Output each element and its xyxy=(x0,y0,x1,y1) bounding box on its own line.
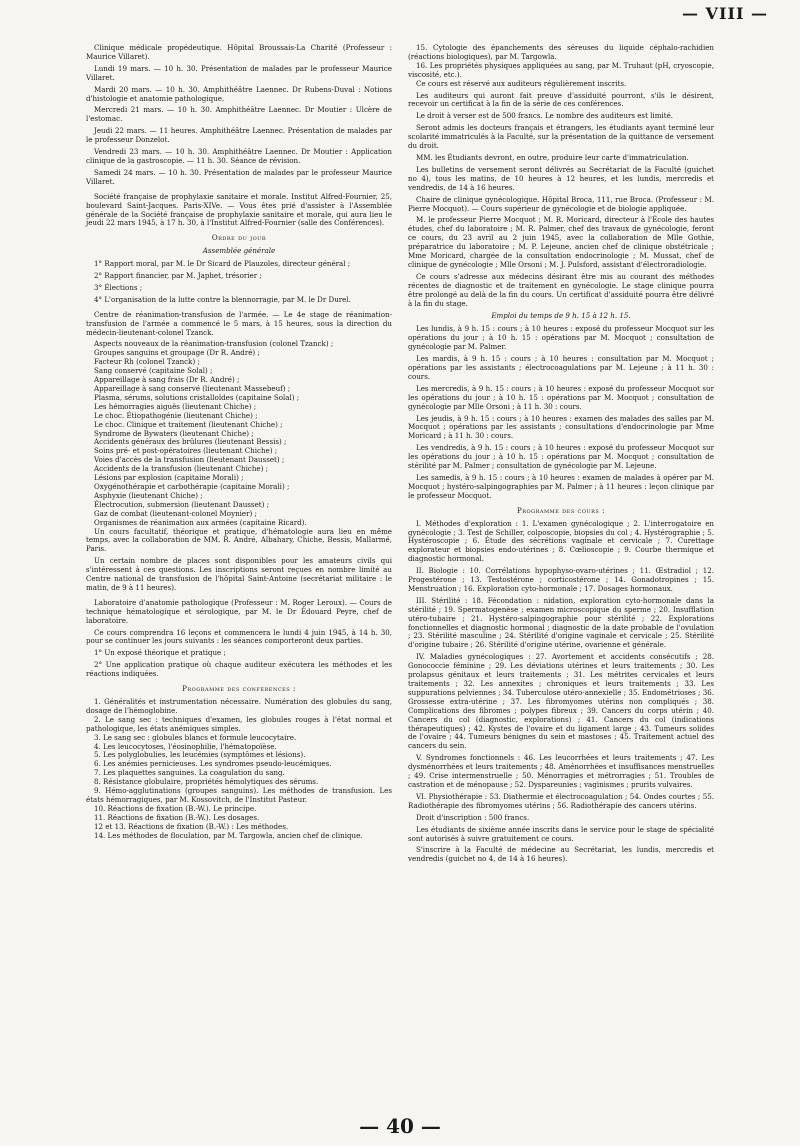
list-item: Soins pré- et post-opératoires (lieutenant Chiche) ; xyxy=(94,446,278,456)
list-item: 16. Les propriétés physiques appliquées au sang, par M. Truhaut (pH, cryoscopie, viscosité, etc.). xyxy=(408,60,714,79)
paragraph: Le droit à verser est de 500 francs. Le nombre des auditeurs est limité. xyxy=(416,111,674,121)
list-item: 2° Rapport financier, par M. Japhet, trésorier ; xyxy=(94,271,262,281)
paragraph: Les bulletins de versement seront délivrés au Secrétariat de la Faculté (guichet no 4), tous les matins, de 10 heures à 12 heures, et les lundis, mercredis et vendredis, de 14 à 16 heures. xyxy=(408,164,714,192)
list-item: 15. Cytologie des épanchements des séreuses du liquide céphalo-rachidien (réactions biologiques), par M. Targowla. xyxy=(408,43,714,61)
paragraph: Un certain nombre de places sont disponibles pour les amateurs civils qui s'intéressent à ces questions. Les inscriptions seront reçues en nombre limité au Centre national de transfusion de l'hôpital Saint-Antoine (secrétariat militaire : le matin, de 9 à 11 heures). xyxy=(86,556,392,592)
paragraph: Les samedis, à 9 h. 15 : cours ; à 10 heures : examen de malades à opérer par M. Mocquot ; hystéro-salpingographies par M. Palmer ; à 11 heures : leçon clinique par le professeur Mocquot. xyxy=(408,472,714,500)
list-item: 4° L'organisation de la lutte contre la blennorragie, par M. le Dr Durel. xyxy=(94,294,351,304)
paragraph: Les lundis, à 9 h. 15 : cours ; à 10 heures : exposé du professeur Mocquot sur les opérations du jour ; à 10 h. 15 : opérations par M. Mocquot ; consultation de gynécologie par M. Palmer. xyxy=(408,324,714,352)
paragraph: Clinique médicale propédeutique. Hôpital Broussais-La Charité (Professeur : Maurice Villaret). xyxy=(86,43,392,61)
paragraph: Les vendredis, à 9 h. 15 : cours ; à 10 heures : exposé du professeur Mocquot sur les opérations du jour ; à 10 h. 15 : opérations par M. Mocquot ; consultation de stérilité par M. Palmer ; consultation de gynécologie par M. Lejeune. xyxy=(408,443,714,471)
paragraph: Centre de réanimation-transfusion de l'armée. — Le 4e stage de réanimation-transfusion de l'armée a commencé le 5 mars, à 15 heures, sous la direction du médecin-lieutenant-colonel Tzanck. xyxy=(86,309,392,337)
list-item: 6. Les anémies pernicieuses. Les syndromes pseudo-leucémiques. xyxy=(94,759,332,769)
paragraph: Ce cours est réservé aux auditeurs régulièrement inscrits. xyxy=(416,78,627,88)
paragraph: Ce cours comprendra 16 leçons et commencera le lundi 4 juin 1945, à 14 h. 30, pour se continuer les jours suivants : les séances comporteront deux parties. xyxy=(86,627,392,646)
two-column-body xyxy=(86,44,714,867)
list-item: Lésions par explosion (capitaine Morali) ; xyxy=(94,473,244,483)
list-item: Électrocution, submersion (lieutenant Dausset) ; xyxy=(94,499,270,509)
paragraph: V. Syndromes fonctionnels : 46. Les leucorrhées et leurs traitements ; 47. Les dysménorrhées et leurs traitements ; 48. Aménorrhées et insuffisances menstruelles ; 49. Crise intermenstruelle ; 50. Ménorragies et métrorragies ; 51. Troubles de castration et de ménopause ; 52. Dyspareunies ; vaginismes ; prurits vulvaires. xyxy=(408,753,714,789)
paragraph: Les jeudis, à 9 h. 15 : cours ; à 10 heures : examen des malades des salles par M. Mocquot ; opérations par les assistants ; consultations d'endocrinologie par Mme Moricard ; à 11 h. 30 : cours. xyxy=(408,413,714,441)
list-item: Voies d'accès de la transfusion (lieutenant Dausset) ; xyxy=(94,455,285,465)
list-item: 7. Les plaquettes sanguines. La coagulation du sang. xyxy=(94,768,285,778)
paragraph: Laboratoire d'anatomie pathologique (Professeur : M. Roger Leroux). — Cours de technique hématologique et sérologique, par M. le Dr Édouard Peyre, chef de laboratoire. xyxy=(86,597,392,625)
laboratoire-section xyxy=(86,599,392,841)
list-item: 10. Réactions de fixation (B.-W.). Le principe. xyxy=(94,803,257,813)
list-item: 9. Hémo-agglutinations (groupes sanguins). Les méthodes de transfusion. Les états hémorragiques, par M. Kossovitch, de l'Institut Pasteur. xyxy=(86,786,392,804)
clinique-medicale-section xyxy=(86,44,392,187)
conferences-suite-section xyxy=(408,44,714,193)
paragraph: Les étudiants de sixième année inscrits dans le service pour le stage de spécialité sont autorisés à suivre gratuitement ce cours. xyxy=(408,824,714,843)
paragraph: Lundi 19 mars. — 10 h. 30. Présentation de malades par le professeur Maurice Villaret. xyxy=(86,63,392,82)
centre-section xyxy=(86,311,392,593)
paragraph: Les mardis, à 9 h. 15 : cours ; à 10 heures : consultation par M. Mocquot ; opérations par les assistants ; électrocoagulations par M. Lejeune ; à 11 h. 30 : cours. xyxy=(408,354,714,381)
paragraph: Seront admis les docteurs français et étrangers, les étudiants ayant terminé leur scolarité immatriculés à la Faculté, sur la présentation de la quittance de versement du droit. xyxy=(408,123,714,151)
list-item: 14. Les méthodes de floculation, par M. Targowla, ancien chef de clinique. xyxy=(94,830,363,840)
paragraph: Samedi 24 mars. — 10 h. 30. Présentation de malades par le professeur Maurice Villaret. xyxy=(86,167,392,186)
list-item: 1° Rapport moral, par M. le Dr Sicard de Plauzoles, directeur général ; xyxy=(94,259,351,269)
paragraph: Droit d'inscription : 500 francs. xyxy=(416,812,530,822)
list-item: Groupes sanguins et groupage (Dr R. André) ; xyxy=(94,348,260,358)
programme-conferences-title: Programme des conférences : xyxy=(182,684,296,694)
list-item: 11. Réactions de fixation (B.-W.). Les dosages. xyxy=(94,812,260,822)
list-item: 3. Le sang sec : globules blancs et formule leucocytaire. xyxy=(94,732,297,742)
list-item: Aspects nouveaux de la réanimation-transfusion (colonel Tzanck) ; xyxy=(94,339,334,349)
left-column xyxy=(86,44,392,867)
right-column xyxy=(408,44,714,867)
list-item: Appareillage à sang frais (Dr R. André) ; xyxy=(94,375,240,385)
paragraph: S'inscrire à la Faculté de médecine au Secrétariat, les lundis, mercredis et vendredis (guichet no 4, de 14 à 16 heures). xyxy=(408,845,714,864)
paragraph: I. Méthodes d'exploration : 1. L'examen gynécologique ; 2. L'interrogatoire en gynécologie ; 3. Test de Schiller, colposcopie, biopsies du col ; 4. Hystérographie ; 5. Hystéroscopie ; 6. Étude des sécrétions vaginale et cervicale ; 7. Curettage explorateur et biopsies endo-utérines ; 8. Cœlioscopie ; 9. Courbe thermique et diagnostic hormonal. xyxy=(408,518,714,564)
paragraph: Mercredi 21 mars. — 10 h. 30. Amphithéâtre Laennec. Dr Moutier : Ulcère de l'estomac. xyxy=(86,105,392,124)
paragraph: Ce cours s'adresse aux médecins désirant être mis au courant des méthodes récentes de diagnostic et de traitement en gynécologie. Le stage clinique pourra être prolongé au delà de la fin du cours. Un certificat d'assiduité pourra être délivré à la fin du stage. xyxy=(408,271,714,308)
paragraph: Mardi 20 mars. — 10 h. 30. Amphithéâtre Laennec. Dr Rubens-Duval : Notions d'histologie et anatomie pathologique. xyxy=(86,84,392,103)
paragraph: Vendredi 23 mars. — 10 h. 30. Amphithéâtre Laennec. Dr Moutier : Application clinique de la gastroscopie. — 11 h. 30. Séance de révision. xyxy=(86,147,392,165)
programme-cours-title: Programme des cours : xyxy=(517,505,605,515)
list-item: Accidents de la transfusion (lieutenant Chiche) ; xyxy=(94,464,269,474)
list-item: Le choc. Étiopathogénie (lieutenant Chiche) ; xyxy=(94,410,258,420)
paragraph: III. Stérilité : 18. Fécondation : nidation, exploration cyto-hormonale dans la stérilité ; 19. Spermatogenèse ; examen microscopique du sperme ; 20. Insufflation utéro-tubaire ; 21. Hystéro-salpingographie pour stérilité ; 22. Explorations fonctionnelles et diagnostic hormonal ; diagnostic de la date probable de l'ovulation ; 23. Stérilité masculine ; 24. Stérilité d'origine vaginale et cervicale ; 25. Stérilité d'origine tubaire ; 26. Stérilité d'origine utérine, ovarienne et générale. xyxy=(408,595,714,650)
list-item: Oxygénothérapie et carbothérapie (capitaine Morali) ; xyxy=(94,481,290,491)
list-item: Le choc. Clinique et traitement (lieutenant Chiche) ; xyxy=(94,419,283,429)
list-item: Asphyxie (lieutenant Chiche) ; xyxy=(94,490,203,500)
paragraph: VI. Physiothérapie : 53. Diathermie et électrocoagulation ; 54. Ondes courtes ; 55. Radiothérapie des fibromyomes utérins ; 56. Radiothérapie des cancers utérins. xyxy=(408,791,714,810)
paragraph: MM. les Étudiants devront, en outre, produire leur carte d'immatriculation. xyxy=(416,152,689,162)
paragraph: 1° Un exposé théorique et pratique ; xyxy=(94,648,226,658)
societe-section xyxy=(86,193,392,305)
list-item: Facteur Rh (colonel Tzanck) ; xyxy=(94,357,200,367)
list-item: Gaz de combat (lieutenant-colonel Moynier) ; xyxy=(94,508,257,518)
list-item: 1. Généralités et instrumentation nécessaire. Numération des globules du sang, dosage de l'hémoglobine. xyxy=(86,697,392,715)
paragraph: Jeudi 22 mars. — 11 heures. Amphithéâtre Laennec. Présentation de malades par le professeur Donzelot. xyxy=(86,126,392,145)
paragraph: 2° Une application pratique où chaque auditeur exécutera les méthodes et les réactions indiquées. xyxy=(86,660,392,679)
list-item: 4. Les leucocytoses, l'éosinophilie, l'hématopoïèse. xyxy=(94,741,277,751)
paragraph: Société française de prophylaxie sanitaire et morale. Institut Alfred-Fournier, 25, boulevard Saint-Jacques. Paris-XIVe. — Vous êtes prié d'assister à l'Assemblée générale de la Société française de prophylaxie sanitaire et morale, qui aura lieu le jeudi 22 mars 1945, à 17 h. 30, à l'Institut Alfred-Fournier (salle des Conférences). xyxy=(86,191,392,228)
paragraph: Les mercredis, à 9 h. 15 : cours ; à 10 heures : exposé du professeur Mocquot sur les opérations du jour ; à 10 h. 15 : opérations par M. Mocquot ; consultation de gynécologie par Mlle Orsoni ; à 11 h. 30 : cours. xyxy=(408,383,714,411)
paragraph: Chaire de clinique gynécologique. Hôpital Broca, 111, rue Broca. (Professeur : M. Pierre Mocquot). — Cours supérieur de gynécologie et de biologie appliquée. xyxy=(408,194,714,213)
list-item: 12 et 13. Réactions de fixation (B.-W.) : Les méthodes. xyxy=(94,821,289,831)
list-item: Organismes de réanimation aux armées (capitaine Ricard). xyxy=(94,517,307,527)
paragraph: M. le professeur Pierre Mocquot ; M. R. Moricard, directeur à l'École des hautes études, chef du laboratoire ; M. R. Palmer, chef des travaux de gynécologie, feront ce cours, du 23 avril au 2 juin 1945, avec la collaboration de Mlle Gothie, préparatrice du laboratoire ; M. P. Lejeune, ancien chef de clinique obstétricale ; Mme Moricard, chargée de la consultation endocrinologie ; M. Mussat, chef de clinique de gynécologie ; Mlle Orsoni ; M. J. Pulsford, assistant d'électroradiologie. xyxy=(408,215,714,269)
paragraph: IV. Maladies gynécologiques : 27. Avortement et accidents consécutifs ; 28. Gonococcie féminine ; 29. Les déviations utérines et leurs traitements ; 30. Les prolapsus génitaux et leurs traitements ; 31. Les métrites cervicales et leurs traitements ; 32. Les annexites ; chroniques et leurs traitements ; 33. Les suppurations pelviennes ; 34. Tuberculose utéro-annexielle ; 35. Endométrioses ; 36. Grossesse extra-utérine ; 37. Les fibromyomes utérins non compliqués ; 38. Complications des fibromes ; polypes fibreux ; 39. Cancers du corps utérin ; 40. Cancers du col (diagnostic, explorations) ; 41. Cancers du col (indications thérapeutiques) ; 42. Kystes de l'ovaire et du ligament large ; 43. Tumeurs solides de l'ovaire ; 44. Tumeurs bénignes du sein et mastoses ; 45. Traitement actuel des cancers du sein. xyxy=(408,652,714,751)
list-item: Sang conservé (capitaine Solal) ; xyxy=(94,366,213,376)
assemblee-title: Assemblée générale xyxy=(202,246,276,256)
list-item: Syndrome de Bywaters (lieutenant Chiche) ; xyxy=(94,428,254,438)
list-item: Appareillage à sang conservé (lieutenant Massebeuf) ; xyxy=(94,384,291,393)
list-item: 3° Élections ; xyxy=(94,282,143,292)
list-item: 5. Les polyglobulies, les leucémies (symptômes et lésions). xyxy=(94,750,306,760)
emploi-du-temps-title: Emploi du temps de 9 h. 15 à 12 h. 15. xyxy=(491,311,631,321)
list-item: 8. Résistance globulaire, propriétés hémolytiques des sérums. xyxy=(94,777,319,787)
list-item: Accidents généraux des brûlures (lieutenant Bessis) ; xyxy=(94,437,287,447)
page-footer: — 40 — xyxy=(359,1114,441,1138)
paragraph: Un cours facultatif, théorique et pratique, d'hématologie aura lieu en même temps, avec la collaboration de MM. R. André, Albahary, Chiche, Bessis, Mallarmé, Paris. xyxy=(86,526,392,554)
ordre-du-jour-title: Ordre du jour xyxy=(211,233,267,243)
paragraph: Les auditeurs qui auront fait preuve d'assiduité pourront, s'ils le désirent, recevoir un certificat à la fin de la série de ces conférences. xyxy=(408,90,714,109)
gynecologie-section xyxy=(408,196,714,865)
paragraph: II. Biologie : 10. Corrélations hypophyso-ovaro-utérines ; 11. Œstradiol ; 12. Progestérone ; 13. Testostérone ; corticostérone ; 14. Gonadotropines ; 15. Menstruation ; 16. Exploration cyto-hormonale ; 17. Dosages hormonaux. xyxy=(408,566,714,593)
list-item: 2. Le sang sec : techniques d'examen, les globules rouges à l'état normal et pathologique, les états anémiques simples. xyxy=(86,714,392,733)
page-header: — VIII — xyxy=(681,4,768,23)
list-item: Plasma, sérums, solutions cristalloïdes (capitaine Solal) ; xyxy=(94,392,300,402)
list-item: Les hémorragies aiguës (lieutenant Chiche) ; xyxy=(94,401,257,411)
